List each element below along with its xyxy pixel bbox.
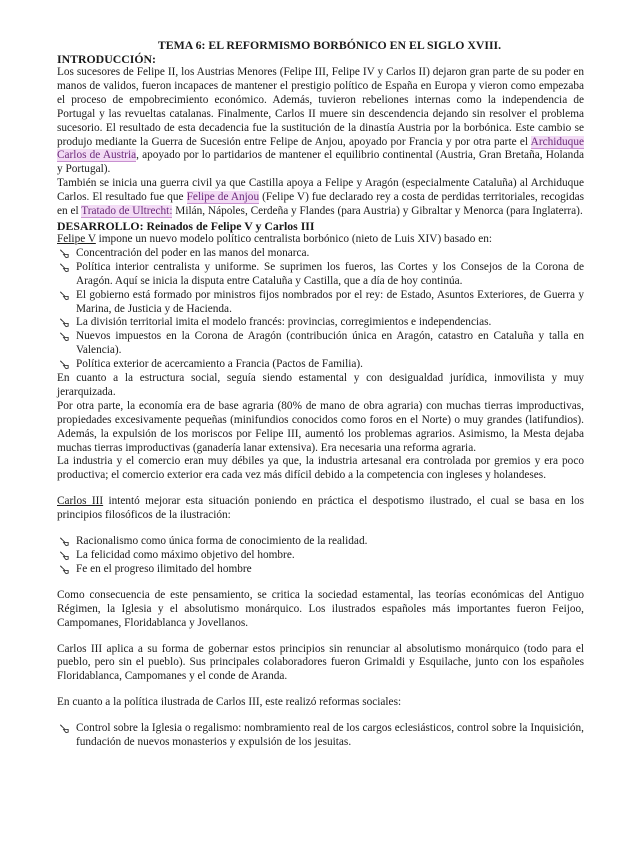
intro-p2-text-a: También se inicia una guerra civil ya que Castilla apoya a Felipe y Aragón (especialmente Cataluña) al Archiduque Carlos. El resultado fue que	[57, 177, 584, 204]
carlos-intro-paragraph	[57, 495, 584, 523]
felipe-v-bullet-item	[57, 261, 584, 289]
pointing-hand-bullet-icon	[59, 262, 70, 273]
intro-paragraph-2	[57, 177, 584, 219]
felipe-v-bullet-item	[57, 358, 584, 372]
intro-p2-text-c: Milán, Nápoles, Cerdeña y Flandes (para Austria) y Gibraltar y Menorca (para Inglaterra).	[172, 205, 583, 218]
economia-paragraph: Por otra parte, la economía era de base agraria (80% de mano de obra agraria) con muchas tierras improductivas, propiedades excesivamente pequeñas (minifundios conocidos como foros en el Norte) o muy grandes (latifundios). Además, la expulsión de los moriscos por Felipe III, aumentó los problemas agrarios. Asimismo, la Mesta dejaba muchas tierras improductivas (ganadería lanar extensiva). Era necesaria una reforma agraria.	[57, 399, 584, 454]
reformas-bullet-list	[57, 722, 584, 750]
felipe-v-bullet-list	[57, 247, 584, 372]
highlight-archiduque: Archiduque Carlos de Austria	[57, 135, 584, 162]
ilustracion-bullet-list	[57, 535, 584, 577]
felipe-intro-text: impone un nuevo modelo político centralista borbónico (nieto de Luis XIV) basado en:	[95, 232, 493, 245]
ilustracion-bullet-item	[57, 549, 584, 563]
bullet-text: Concentración del poder en las manos del monarca.	[76, 246, 310, 259]
bullet-text: Nuevos impuestos en la Corona de Aragón (contribución única en Aragón, catastro en Cataluña y talla en Valencia).	[76, 330, 584, 357]
bullet-text: El gobierno está formado por ministros fijos nombrados por el rey: de Estado, Asuntos Exteriores, de Guerra y Marina, de Justicia y de Hacienda.	[76, 288, 584, 315]
intro-p1-text-a: Los sucesores de Felipe II, los Austrias Menores (Felipe III, Felipe IV y Carlos II) dejaron gran parte de su poder en manos de validos, fueron incapaces de mantener el prestigio político de España en Europa y vieron como empezaba el proceso de empobrecimiento económico. Además, tuvieron rebeliones internas como la independencia de Portugal y las revueltas catalanas. Finalmente, Carlos II muere sin descendencia dejando sin resolver el problema sucesorio. El resultado de esta decadencia fue la sustitución de la dinastía Austria por la borbónica. Este cambio se produjo mediante la Guerra de Sucesión entre Felipe de Anjou, apoyado por Francia y por otra parte el	[57, 66, 584, 148]
bullet-text: Política exterior de acercamiento a Francia (Pactos de Familia).	[76, 358, 364, 371]
pointing-hand-bullet-icon	[59, 536, 70, 547]
pointing-hand-bullet-icon	[59, 290, 70, 301]
intro-p2-text-b: (Felipe V) fue declarado rey a costa de perdidas territoriales, recogidas en el	[57, 191, 585, 218]
carlos-iii-name: Carlos III	[57, 495, 104, 508]
desarrollo-heading: DESARROLLO: Reinados de Felipe V y Carlos III	[57, 218, 315, 233]
felipe-intro-paragraph	[57, 233, 584, 247]
social-paragraph: En cuanto a la estructura social, seguía siendo estamental y con desigualdad jurídica, inmovilista y muy jerarquizada.	[57, 372, 584, 398]
intro-p1-text-b: , apoyado por lo partidarios de mantener el equilibrio continental (Austria, Gran Bretaña, Holanda y Portugal).	[57, 149, 584, 176]
bullet-text: Fe en el progreso ilimitado del hombre	[76, 562, 252, 575]
pointing-hand-bullet-icon	[59, 331, 70, 342]
felipe-v-bullet-item	[57, 247, 584, 261]
pointing-hand-bullet-icon	[59, 317, 70, 328]
intro-heading: INTRODUCCIÓN:	[57, 52, 156, 66]
bullet-text: La división territorial imita el modelo francés: provincias, corregimientos e independencias.	[76, 316, 492, 329]
highlight-tratado-ultrecht: Tratado de Ultrecht:	[81, 205, 173, 218]
pointing-hand-bullet-icon	[59, 723, 70, 734]
industria-paragraph: La industria y el comercio eran muy débiles ya que, la industria artesanal era controlada por gremios y era poco productiva; el comercio exterior era cada vez más difícil debido a la competencia con ingleses y holandeses.	[57, 455, 584, 482]
bullet-text: Racionalismo como única forma de conocimiento de la realidad.	[76, 535, 368, 548]
ilustracion-bullet-item	[57, 535, 584, 549]
document-title: TEMA 6: EL REFORMISMO BORBÓNICO EN EL SIGLO XVIII.	[157, 38, 502, 52]
pointing-hand-bullet-icon	[59, 359, 70, 370]
felipe-v-bullet-item	[57, 330, 584, 358]
critica-paragraph: Como consecuencia de este pensamiento, se critica la sociedad estamental, las teorías económicas del Antiguo Régimen, la Iglesia y el absolutismo monárquico. Los ilustrados españoles más importantes fueron Feijoo, Campomanes, Floridablanca y Jovellanos.	[57, 588, 584, 629]
felipe-v-bullet-item	[57, 289, 584, 317]
bullet-text: La felicidad como máximo objetivo del hombre.	[76, 549, 295, 561]
pointing-hand-bullet-icon	[59, 564, 70, 575]
bullet-text: Política interior centralista y uniforme. Se suprimen los fueros, las Cortes y los Consejos de la Corona de Aragón. Aquí se inicia la disputa entre Cataluña y Castilla, que a día de hoy continúa.	[76, 260, 584, 287]
gobierno-paragraph: Carlos III aplica a su forma de gobernar estos principios sin renunciar al absolutismo monárquico (todo para el pueblo, pero sin el pueblo). Sus principales colaboradores fueron Grimaldi y Esquilache, junto con los españoles Floridablanca, Campomanes y el conde de Aranda.	[57, 642, 584, 683]
ilustracion-bullet-item	[57, 563, 584, 577]
carlos-intro-text: intentó mejorar esta situación poniendo en práctica el despotismo ilustrado, el cual se basa en los principios filosóficos de la ilustración:	[57, 495, 585, 522]
bullet-text: Control sobre la Iglesia o regalismo: nombramiento real de los cargos eclesiásticos, control sobre la Inquisición, fundación de nuevos monasterios y expulsión de los jesuitas.	[76, 722, 584, 749]
felipe-v-name: Felipe V	[57, 232, 96, 245]
highlight-felipe-anjou: Felipe de Anjou	[186, 191, 260, 204]
felipe-v-bullet-item	[57, 316, 584, 330]
intro-paragraph-1	[57, 66, 584, 177]
pointing-hand-bullet-icon	[59, 550, 70, 561]
pointing-hand-bullet-icon	[59, 248, 70, 259]
reformas-intro-paragraph: En cuanto a la política ilustrada de Carlos III, este realizó reformas sociales:	[57, 696, 402, 709]
reformas-bullet-item	[57, 722, 584, 750]
